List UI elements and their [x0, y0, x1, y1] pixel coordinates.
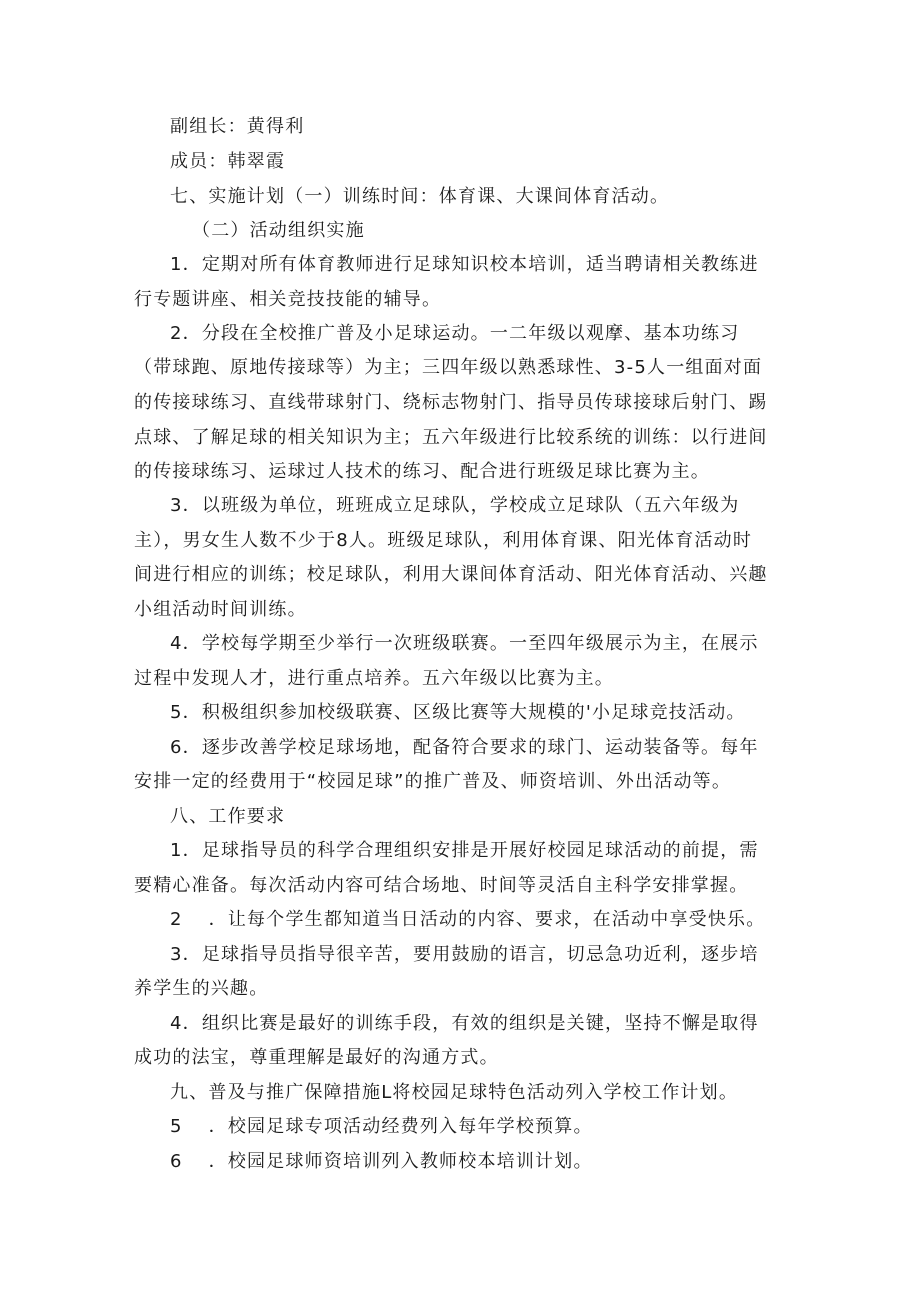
req-4-line-1: 4．组织比赛是最好的训练手段，有效的组织是关键，坚持不懈是取得: [170, 1013, 759, 1034]
item-1-line-1: 1．定期对所有体育教师进行足球知识校本培训，适当聘请相关教练进: [170, 254, 759, 275]
item-2-line-5: 的传接球练习、运球过人技术的练习、配合进行班级足球比赛为主。: [134, 461, 710, 482]
measure-5-number: 5: [170, 1116, 183, 1137]
req-4-line-2: 成功的法宝，尊重理解是最好的沟通方式。: [134, 1047, 499, 1068]
item-2-line-3: 的传接球练习、直线带球射门、绕标志物射门、指导员传球接球后射门、踢: [134, 392, 768, 413]
item-5-line-1: 5．积极组织参加校级联赛、区级比赛等大规模的'小足球竞技活动。: [170, 702, 746, 723]
item-3-line-2: 主），男女生人数不少于8人。班级足球队，利用体育课、阳光体育活动时: [134, 530, 753, 551]
measure-6-line: [170, 1145, 810, 1179]
req-1-line-2: 要精心准备。每次活动内容可结合场地、时间等灵活自主科学安排掌握。: [134, 875, 749, 896]
measure-6-text: ．校园足球师资培训列入教师校本培训计划。: [208, 1151, 593, 1172]
section-8-heading: 八、工作要求: [170, 806, 286, 827]
req-2-number: 2: [170, 909, 183, 930]
item-3-line-3: 间进行相应的训练；校足球队，利用大课间体育活动、阳光体育活动、兴趣: [134, 564, 768, 585]
item-2-line-1: 2．分段在全校推广普及小足球运动。一二年级以观摩、基本功练习: [170, 323, 740, 344]
req-3-line-2: 养学生的兴趣。: [134, 978, 269, 999]
item-2-line-4: 点球、了解足球的相关知识为主；五六年级进行比较系统的训练：以行进间: [134, 427, 768, 448]
req-2-line: [170, 903, 810, 937]
req-1-line-1: 1．足球指导员的科学合理组织安排是开展好校园足球活动的前提，需: [170, 840, 759, 861]
section-7-heading: 七、实施计划（一）训练时间：体育课、大课间体育活动。: [170, 186, 670, 207]
req-2-text: ．让每个学生都知道当日活动的内容、要求，在活动中享受快乐。: [208, 909, 766, 930]
item-4-line-1: 4．学校每学期至少举行一次班级联赛。一至四年级展示为主，在展示: [170, 633, 759, 654]
item-3-line-1: 3．以班级为单位，班班成立足球队，学校成立足球队（五六年级为: [170, 495, 740, 516]
measure-6-number: 6: [170, 1151, 183, 1172]
item-3-line-4: 小组活动时间训练。: [134, 599, 307, 620]
req-3-line-1: 3．足球指导员指导很辛苦，要用鼓励的语言，切忌急功近利，逐步培: [170, 944, 759, 965]
section-9-heading: 九、普及与推广保障措施L将校园足球特色活动列入学校工作计划。: [170, 1082, 739, 1103]
members-line: 成员：韩翠霞: [170, 151, 286, 172]
measure-5-text: ．校园足球专项活动经费列入每年学校预算。: [208, 1116, 593, 1137]
item-2-line-2: （带球跑、原地传接球等）为主；三四年级以熟悉球性、3-5人一组面对面: [134, 357, 763, 378]
item-4-line-2: 过程中发现人才，进行重点培养。五六年级以比赛为主。: [134, 668, 614, 689]
measure-5-line: [170, 1110, 810, 1144]
subsection-2-heading: （二）活动组织实施: [192, 220, 365, 241]
item-6-line-1: 6．逐步改善学校足球场地，配备符合要求的球门、运动装备等。每年: [170, 737, 759, 758]
deputy-leader-line: 副组长：黄得利: [170, 116, 305, 137]
item-6-line-2: 安排一定的经费用于“校园足球”的推广普及、师资培训、外出活动等。: [134, 771, 732, 792]
item-1-line-2: 行专题讲座、相关竞技技能的辅导。: [134, 289, 442, 310]
